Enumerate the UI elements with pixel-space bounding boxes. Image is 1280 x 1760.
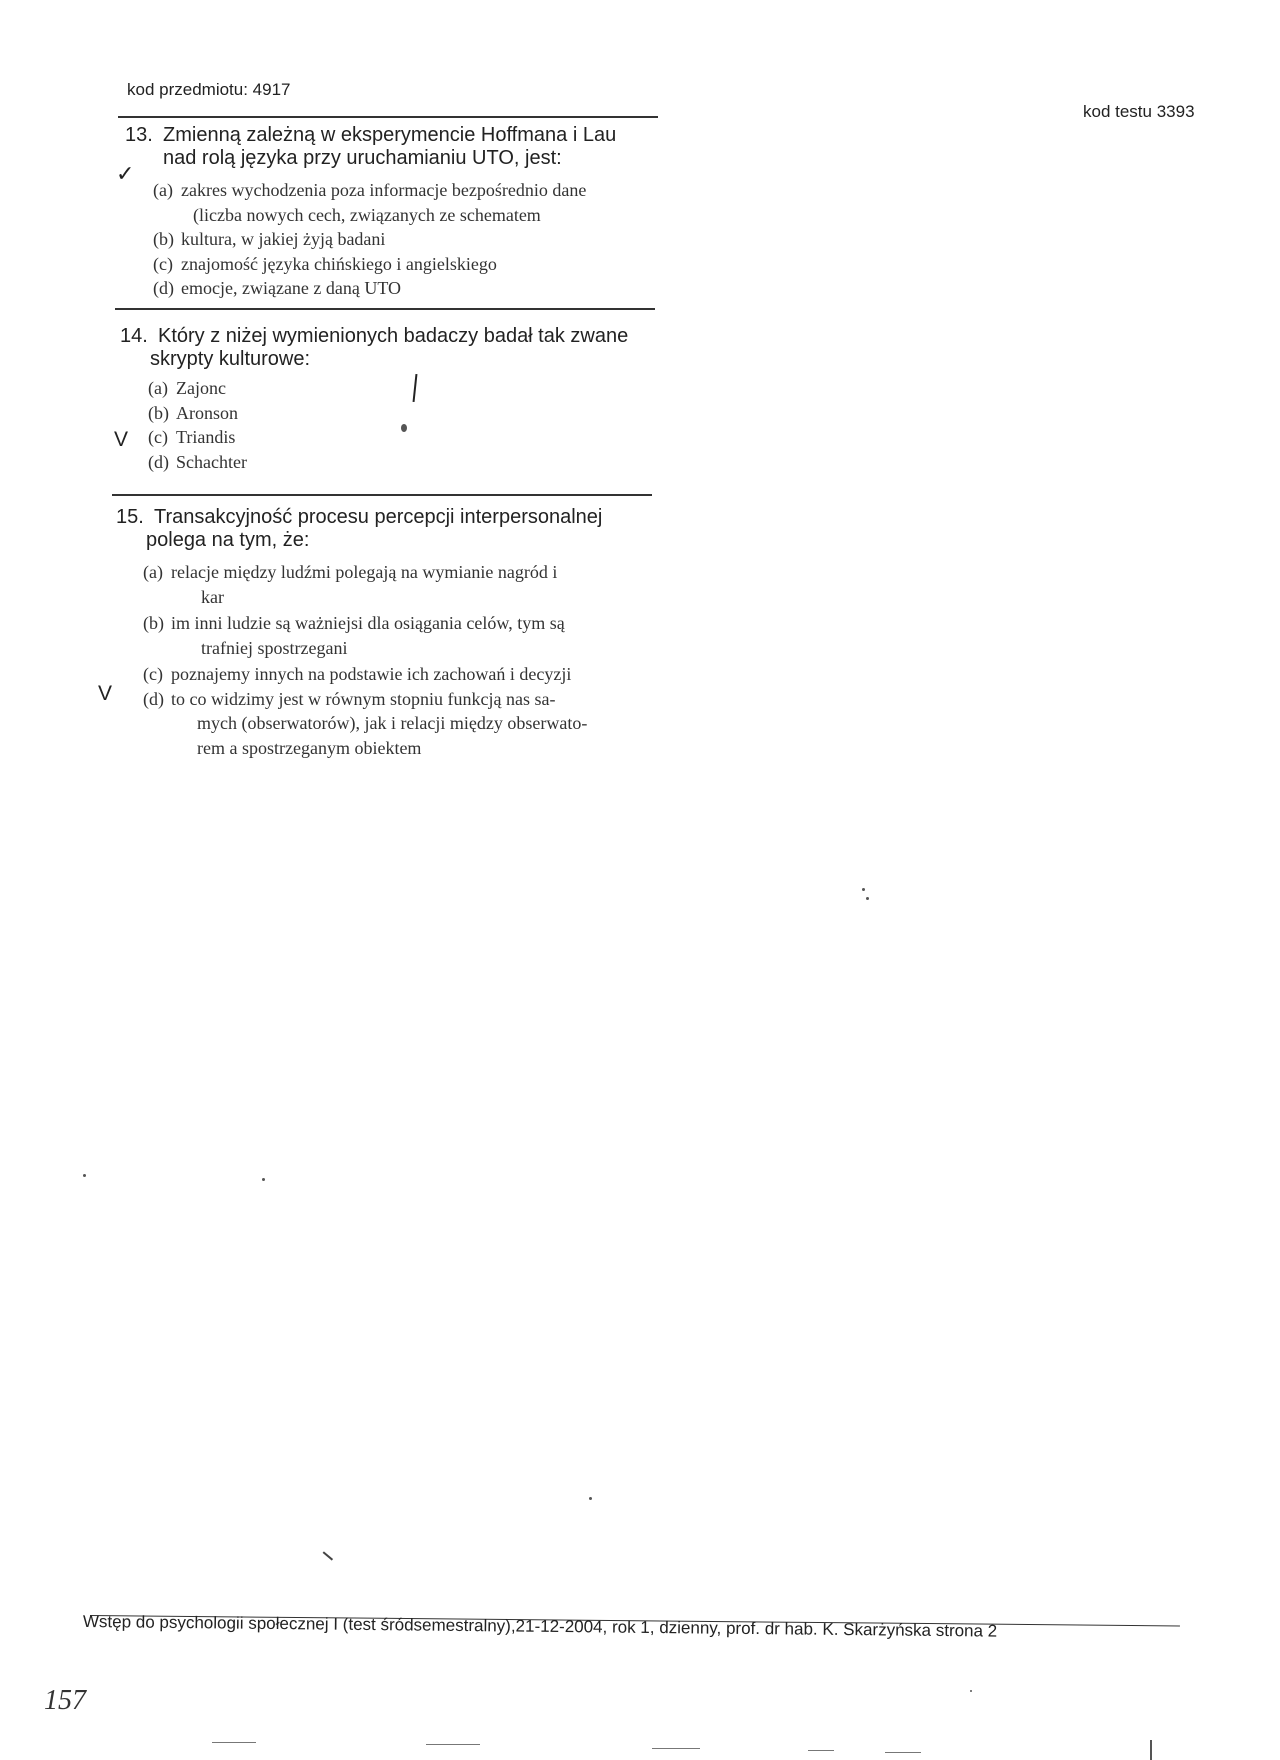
question-line: Zmienną zależną w eksperymencie Hoffmana i Lau — [163, 124, 617, 146]
option-text: to co widzimy jest w równym stopniu funkcją nas sa- — [171, 688, 556, 709]
test-code: kod testu 3393 — [1083, 102, 1195, 121]
scan-speck — [866, 897, 869, 900]
divider — [118, 116, 658, 118]
option-a — [148, 376, 448, 401]
option-text: znajomość języka chińskiego i angielskiego — [181, 253, 497, 274]
option-letter: (d) — [153, 278, 174, 298]
option-d — [143, 687, 703, 761]
divider — [115, 308, 655, 310]
question-number: 13. — [125, 124, 153, 146]
option-text: zakres wychodzenia poza informacje bezpośrednio dane — [181, 180, 587, 200]
option-text: Aronson — [176, 402, 238, 423]
divider — [112, 494, 652, 496]
option-c — [153, 252, 713, 277]
check-mark-icon: ✓ — [116, 162, 135, 187]
scan-speck — [262, 1178, 265, 1181]
scan-speck — [885, 1752, 921, 1753]
option-b — [148, 401, 448, 426]
handwritten-note: 157 — [44, 1685, 86, 1716]
option-a — [153, 178, 713, 227]
scan-speck — [589, 1497, 592, 1500]
option-letter: (b) — [148, 402, 169, 423]
option-text: poznajemy innych na podstawie ich zachowań i decyzji — [171, 664, 572, 684]
option-letter: (b) — [143, 613, 164, 633]
option-text: trafniej spostrzegani — [201, 637, 348, 658]
option-b — [143, 611, 703, 660]
scan-speck — [212, 1742, 256, 1743]
question-line: polega na tym, że: — [146, 529, 310, 551]
option-text: rem a spostrzeganym obiektem — [197, 737, 422, 758]
option-c — [143, 662, 703, 687]
check-mark-icon: V — [98, 682, 113, 705]
scan-speck — [426, 1744, 480, 1745]
check-mark-icon: V — [114, 428, 129, 451]
option-text: kar — [201, 586, 224, 607]
option-text: Triandis — [176, 427, 236, 447]
option-text: mych (obserwatorów), jak i relacji między obserwato- — [197, 713, 588, 733]
option-letter: (a) — [143, 562, 163, 582]
question-15-options — [143, 560, 703, 760]
option-a — [143, 560, 703, 609]
scan-speck — [862, 888, 865, 891]
option-letter: (b) — [153, 229, 174, 249]
scan-speck — [83, 1174, 86, 1177]
option-text: relacje między ludźmi polegają na wymianie nagród i — [171, 562, 558, 582]
subject-code: kod przedmiotu: 4917 — [127, 80, 291, 99]
question-line: skrypty kulturowe: — [150, 348, 311, 370]
question-number: 15. — [116, 506, 144, 528]
question-number: 14. — [120, 325, 148, 347]
question-14-text — [120, 325, 680, 371]
option-letter: (a) — [153, 180, 173, 200]
option-text: im inni ludzie są ważniejsi dla osiągania celów, tym są — [171, 613, 565, 633]
option-letter: (d) — [143, 688, 164, 709]
option-letter: (c) — [143, 664, 163, 684]
option-b — [153, 227, 713, 252]
scan-speck — [652, 1748, 700, 1749]
question-13-text — [125, 124, 685, 170]
option-text: Schachter — [176, 451, 247, 472]
scan-speck — [323, 1551, 333, 1560]
option-letter: (d) — [148, 451, 169, 472]
question-13-options — [153, 178, 713, 301]
ink-dot — [401, 424, 407, 432]
footer-text: Wstęp do psychologii społecznej I (test śródsemestralny),21-12-2004, rok 1, dzienny, prof. dr hab. K. Skarżyńska strona 2 — [82, 1612, 998, 1641]
option-letter: (a) — [148, 378, 168, 398]
option-text: emocje, związane z daną UTO — [181, 278, 402, 298]
question-line: nad rolą języka przy uruchamianiu UTO, jest: — [163, 147, 562, 169]
question-line: Który z niżej wymienionych badaczy badał tak zwane — [158, 325, 629, 347]
option-letter: (c) — [148, 427, 168, 447]
option-d — [153, 276, 713, 301]
question-line: Transakcyjność procesu percepcji interpersonalnej — [154, 506, 603, 528]
scan-speck — [808, 1750, 834, 1751]
option-text: (liczba nowych cech, związanych ze schematem — [193, 204, 541, 225]
option-text: kultura, w jakiej żyją badani — [181, 229, 386, 249]
option-d — [148, 450, 448, 475]
scan-speck — [1150, 1740, 1152, 1760]
question-15-text — [116, 506, 696, 552]
scan-speck — [970, 1690, 972, 1692]
option-letter: (c) — [153, 253, 173, 274]
option-text: Zajonc — [176, 378, 226, 398]
